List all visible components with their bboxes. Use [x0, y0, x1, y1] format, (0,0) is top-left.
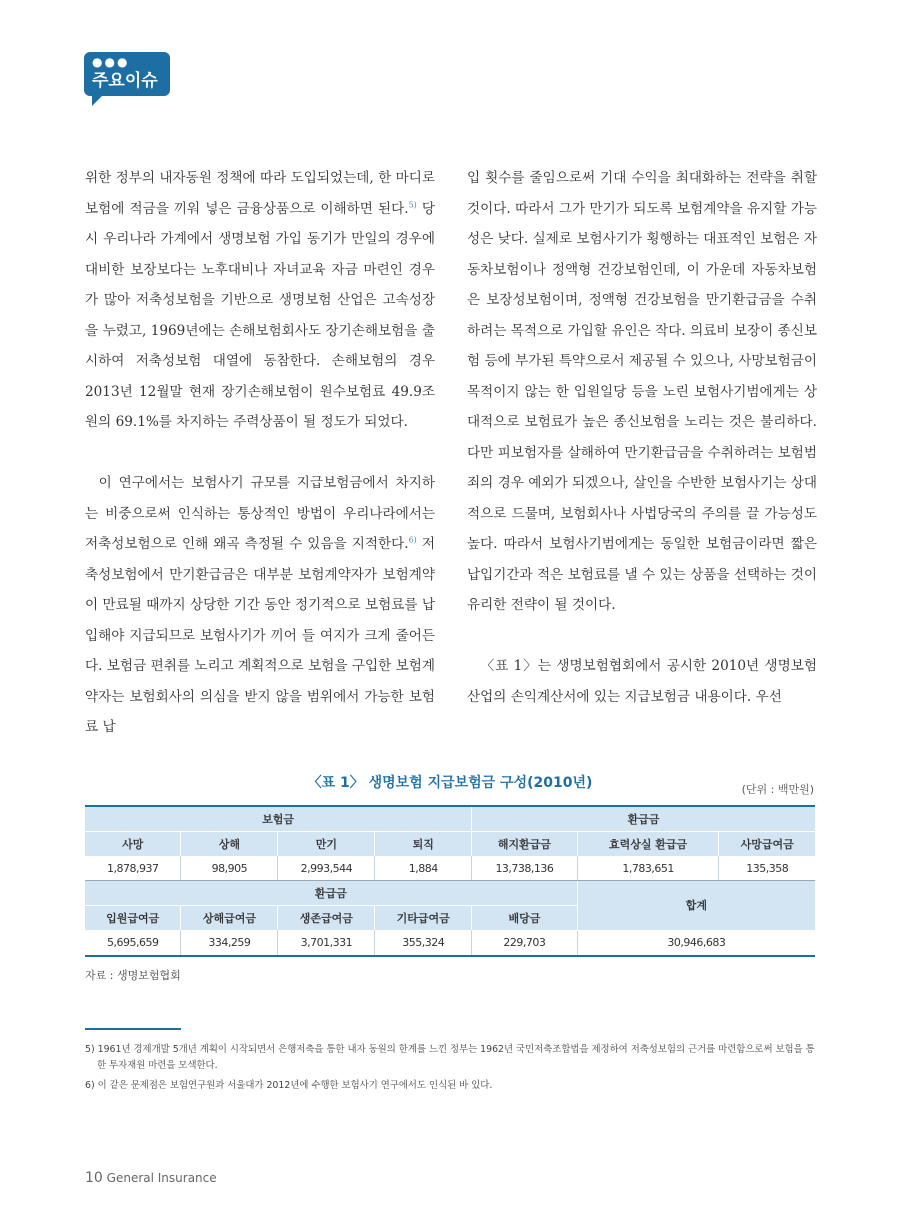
header-cell: 입원급여금 — [85, 906, 181, 931]
left-p1-text-a: 위한 정부의 내자동원 정책에 따라 도입되었는데, 한 마디로 보험에 적금을 끼워 넣은 금융상품으로 이해하면 된다. — [85, 170, 435, 217]
header-cell: 생존급여금 — [278, 906, 375, 931]
table-group-row-2 — [85, 881, 815, 906]
header-cell: 효력상실 환급금 — [577, 832, 719, 857]
group-header-refunds: 환급금 — [472, 806, 815, 832]
badge-label: 주요이슈 — [92, 71, 158, 91]
footnote-divider — [85, 1028, 181, 1030]
header-cell: 기타급여금 — [375, 906, 472, 931]
header-cell: 상해 — [181, 832, 278, 857]
badge-tail — [92, 92, 106, 106]
right-column — [467, 163, 817, 712]
table-value-row-1 — [85, 856, 815, 881]
header-cell: 배당금 — [472, 906, 578, 931]
value-cell: 1,884 — [375, 856, 472, 881]
value-cell: 98,905 — [181, 856, 278, 881]
footnote-ref-6[interactable]: 6) — [408, 535, 417, 545]
right-paragraph-2: 〈표 1〉는 생명보험협회에서 공시한 2010년 생명보험 산업의 손익계산서에 있는 지급보험금 내용이다. 우선 — [467, 658, 817, 705]
table-group-row-1 — [85, 806, 815, 832]
value-cell: 5,695,659 — [85, 930, 181, 956]
left-p1-text-b: 당시 우리나라 가계에서 생명보험 가입 동기가 만일의 경우에 대비한 보장보다는 노후대비나 자녀교육 자금 마련인 경우가 많아 저축성보험을 기반으로 생명보험 산업은 고속성장을 누렸고, 1969년에는 손해보험회사도 장기손해보험을 출시하여 저축성보험 대열에 동참한다. 손해보험의 경우 2013년 12월말 현재 장기손해보험이 원수보험료 49.9조원의 69.1%를 차지하는 주력상품이 될 정도가 되었다. — [85, 200, 436, 430]
value-cell: 1,783,651 — [577, 856, 719, 881]
footnote-6: 6) 이 같은 문제점은 보험연구원과 서울대가 2012년에 수행한 보험사기 연구에서도 인식된 바 있다. — [85, 1080, 493, 1091]
table-unit: (단위 : 백만원) — [741, 783, 814, 796]
section-badge — [84, 52, 172, 110]
value-cell: 1,878,937 — [85, 856, 181, 881]
value-cell: 355,324 — [375, 930, 472, 956]
value-cell: 334,259 — [181, 930, 278, 956]
header-cell: 만기 — [278, 832, 375, 857]
left-p2-text-b: 저축성보험에서 만기환급금은 대부분 보험계약자가 보험계약이 만료될 때까지 상당한 기간 동안 정기적으로 보험료를 납입해야 지급되므로 보험사기가 끼어 들 여지가 크게 줄어든다. 보험금 편취를 노리고 계획적으로 보험을 구입한 보험계약자는 보험회사의 의심을 받지 않을 범위에서 가능한 보험료 납 — [85, 536, 436, 735]
publication-name: General Insurance — [106, 1171, 217, 1185]
header-cell: 퇴직 — [375, 832, 472, 857]
table-source: 자료 : 생명보험협회 — [85, 969, 181, 982]
value-cell: 13,738,136 — [472, 856, 578, 881]
right-paragraph-1: 입 횟수를 줄임으로써 기대 수익을 최대화하는 전략을 취할 것이다. 따라서 그가 만기가 되도록 보험계약을 유지할 가능성은 낮다. 실제로 보험사기가 횡행하는 대표적인 보험은 자동차보험이나 정액형 건강보험인데, 이 가운데 자동차보험은 보장성보험이며, 정액형 건강보험을 만기환급금을 수취하려는 목적으로 가입할 유인은 작다. 의료비 보장이 종신보험 등에 부가된 특약으로서 제공될 수 있으나, 사망보험금이 목적이지 않는 한 입원일당 등을 노린 보험사기범에게는 상대적으로 보험료가 높은 종신보험을 노리는 것은 불리하다. 다만 피보험자를 살해하여 만기환급금을 수취하려는 보험범죄의 경우 예외가 되겠으나, 살인을 수반한 보험사기는 상대적으로 드물며, 보험회사나 사법당국의 주의를 끌 가능성도 높다. 따라서 보험사기범에게는 동일한 보험금이라면 짧은 납입기간과 적은 보험료를 낼 수 있는 상품을 선택하는 것이 유리한 전략이 될 것이다. — [467, 170, 817, 613]
page-number: 10 — [85, 1170, 103, 1186]
value-cell: 3,701,331 — [278, 930, 375, 956]
header-cell: 해지환급금 — [472, 832, 578, 857]
group-header-benefits: 보험금 — [85, 806, 472, 832]
left-paragraph-2 — [85, 468, 435, 743]
total-value-cell: 30,946,683 — [577, 930, 815, 956]
left-p2-text-a: 이 연구에서는 보험사기 규모를 지급보험금에서 차지하는 비중으로써 인식하는 통상적인 방법이 우리나라에서는 저축성보험으로 인해 왜곡 측정될 수 있음을 지적한다. — [85, 475, 435, 552]
footnote-5: 5) 1961년 경제개발 5개년 계획이 시작되면서 은행저축을 통한 내자 동원의 한계를 느낀 정부는 1962년 국민저축조합법을 제정하여 저축성보험의 근거를 마련함으로써 보험을 통한 투자재원 마련을 모색한다. — [85, 1044, 815, 1071]
header-cell: 사망급여금 — [719, 832, 815, 857]
value-cell: 135,358 — [719, 856, 815, 881]
badge-dots: ●●● — [92, 55, 130, 69]
footnotes — [85, 1042, 815, 1098]
page-footer — [85, 1170, 217, 1186]
header-cell: 사망 — [85, 832, 181, 857]
value-cell: 2,993,544 — [278, 856, 375, 881]
group-header-refunds-2: 환급금 — [85, 881, 577, 906]
table-header-row-1 — [85, 832, 815, 857]
table-title: 〈표 1〉 생명보험 지급보험금 구성(2010년) — [307, 775, 593, 791]
total-header: 합계 — [577, 881, 815, 931]
footnote-ref-5[interactable]: 5) — [408, 199, 417, 209]
value-cell: 229,703 — [472, 930, 578, 956]
left-column — [85, 163, 435, 743]
left-paragraph-1 — [85, 163, 435, 438]
header-cell: 상해급여금 — [181, 906, 278, 931]
table-value-row-2 — [85, 930, 815, 956]
benefits-table — [85, 805, 815, 957]
